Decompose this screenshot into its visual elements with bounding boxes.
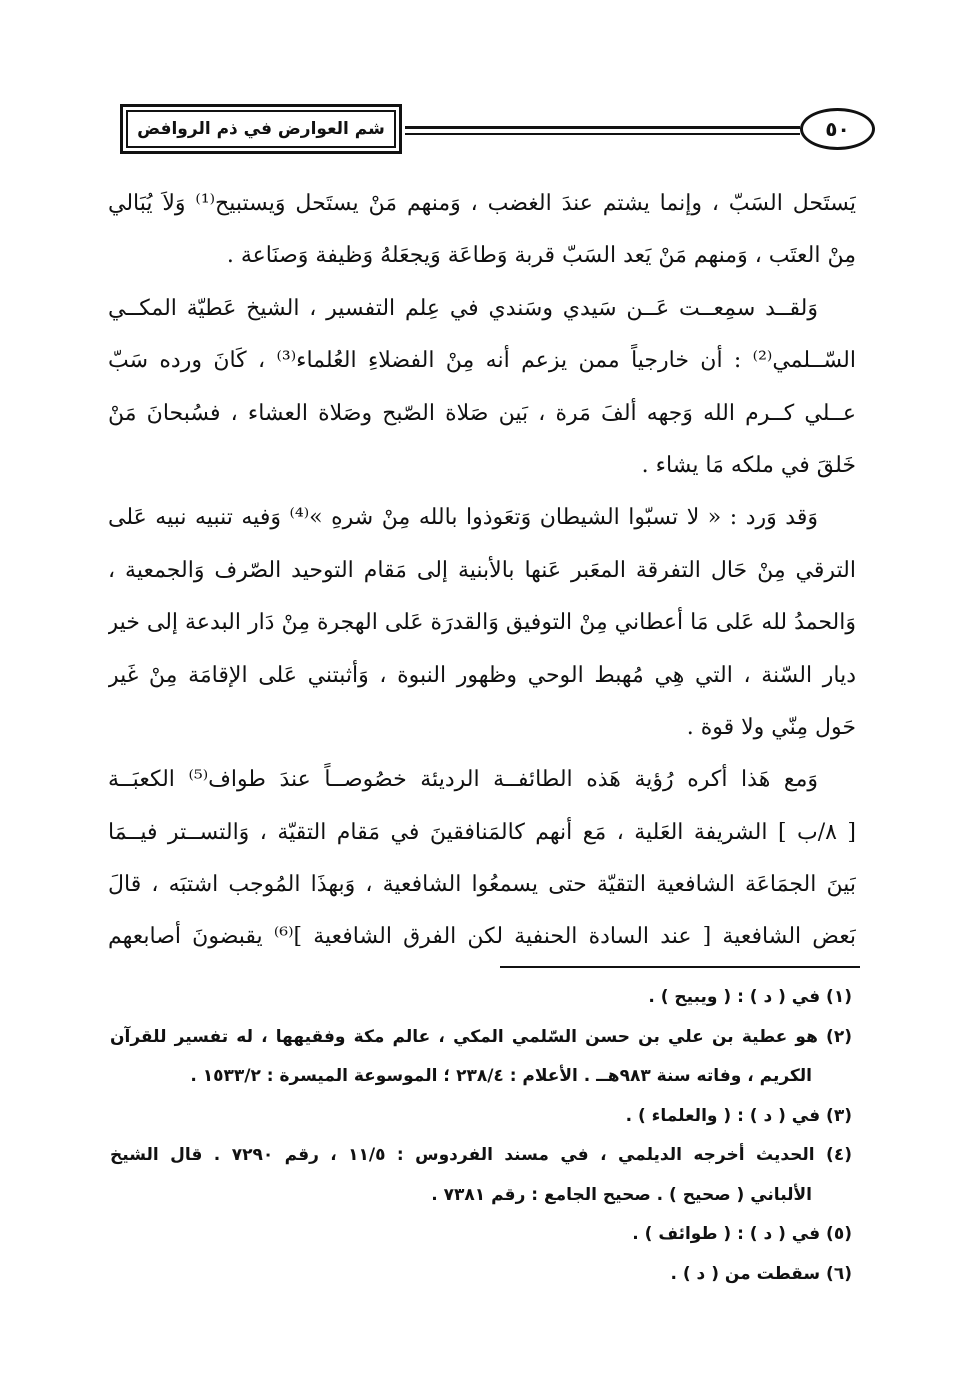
text-line: وَمع هَذا أكره رُؤية هَذه الطائفــة الرديئة خصُوصــاً عندَ طواف⁽⁵⁾ الكعبَــة — [108, 767, 818, 793]
footnote-continuation: الكريم ، وفاته سنة ٩٨٣هــ . الأعلام : ٢٣٨/٤ ؛ الموسوعة الميسرة : ١٥٣٣/٢ . — [190, 1066, 812, 1086]
text-line: بَعض الشافعية [ عند السادة الحنفية لكن الفرق الشافعية ]⁽⁶⁾ يقبضونَ أصابعهم — [108, 924, 856, 950]
text-line: وَالحمدُ لله عَلى مَا أعطاني مِنْ التوفيق وَالقدرَة عَلى الهجرة مِنْ دَار البدعة إلى خير — [108, 610, 856, 636]
text-line: ديار السّنة ، التي هِي مُهبط الوحي وظهور النبوة ، وَأثبتني عَلى الإقامَة مِنْ غَير — [108, 662, 856, 688]
footnote: (٥) في ( د ) : ( طوائف ) . — [632, 1224, 852, 1244]
text-line: خَلقَ في ملكه مَا يشاء . — [641, 452, 856, 478]
page-number: ٥٠ — [825, 117, 850, 141]
footnote: (٤) الحديث أخرجه الديلمي ، في مسند الفردوس : ١١/٥ ، رقم ٧٢٩٠ . قال الشيخ — [110, 1145, 852, 1165]
text-line: عــلي كــرم الله وَجهه ألفَ مَرة ، بَين صَلاة الصّبح وصَلاة العشاء ، فسُبحانَ مَنْ — [108, 400, 856, 426]
main-text — [108, 178, 856, 964]
text-line: مِنْ العتَب ، وَمنهم مَنْ يَعد السَبّ قربة وَطاعَة وَيجعَلهُ وَظيفة وَصنَاعة . — [226, 243, 856, 269]
text-line: وَلقــد سمِعــت عَــن سَيدي وسَندي في عِلم التفسير ، الشيخ عَطيّة المكــي — [108, 295, 818, 321]
header-title-box — [120, 104, 402, 154]
text-line: [ ٨/ب ] الشريفة العَلية ، مَع أنهم كالمَنافقينَ في مَقام التقيّة ، وَالتســتر فيــمَا — [108, 819, 856, 845]
footnote-separator — [500, 966, 860, 968]
page-number-oval — [800, 108, 875, 150]
text-line: بَينَ الجمَاعَة الشافعية التقيّة حتى يسمعُوا الشافعية ، وَبهذَا المُوجب اشتبَه ، قالَ — [108, 872, 856, 898]
footnote: (٦) سقطت من ( د ) . — [670, 1263, 852, 1284]
text-line: السّــلمي⁽²⁾ : أن خارجياً ممن يزعم أنه مِنْ الفضلاءِ العُلماء⁽³⁾ ، كَانَ ورده سَبّ — [108, 348, 856, 374]
footnote: (٢) هو عطية بن علي بن حسن السّلمي المكي ، عالم مكة وفقيهها ، له تفسير للقرآن — [110, 1026, 852, 1047]
footnote-continuation: الألباني ( صحيح ) . صحيح الجامع : رقم ٧٣٨١ . — [431, 1184, 812, 1205]
header-rule — [405, 126, 800, 135]
footnotes — [110, 978, 852, 1294]
page-header — [120, 100, 880, 160]
footnote: (١) في ( د ) : ( ويبيح ) . — [648, 987, 852, 1007]
text-line: يَستَحل السَبّ ، وإنما يشتم عندَ الغضب ، وَمنهم مَنْ يستَحل وَيستبيح⁽¹⁾ وَلاَ يُبَالي — [108, 191, 856, 216]
text-line: وَقد وَرد : « لا تسبّوا الشيطان وَتعَوذوا بالله مِنْ شرهِ »⁽⁴⁾ وَفيه تنبيه نبيه عَلى — [108, 505, 818, 531]
book-title: شم العوارض في ذم الروافض — [137, 119, 385, 139]
text-line: الترقي مِنْ حَال التفرقة المعَبر عَنها بالأبنية إلى مَقام التوحيد الصّرف وَالجمعية ، — [108, 557, 856, 583]
footnote: (٣) في ( د ) : ( والعلماء ) . — [625, 1105, 852, 1126]
text-line: حَول مِنّي ولا قوة . — [686, 714, 856, 740]
